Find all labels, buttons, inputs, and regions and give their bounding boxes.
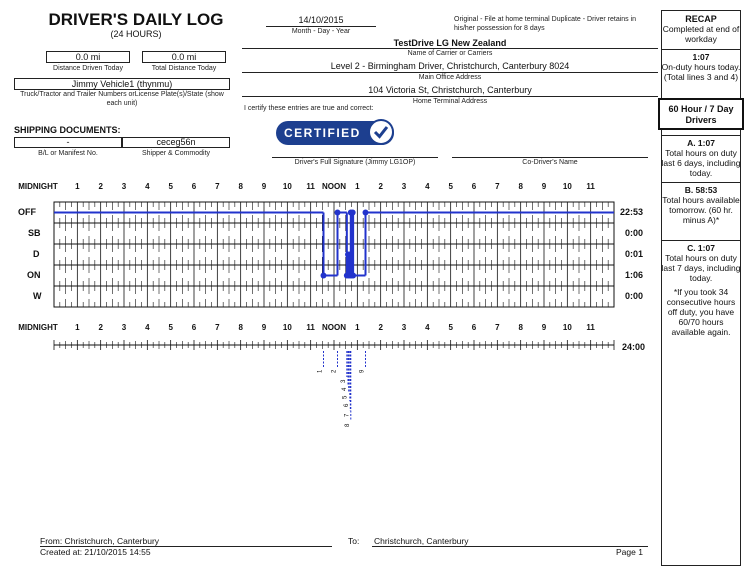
vehicle-label: Truck/Tractor and Trailer Numbers orLicense Plate(s)/State (show each unit) <box>20 91 224 107</box>
distance-today-value: 0.0 mi <box>46 51 130 63</box>
shipper-label: Shipper & Commodity <box>141 150 211 157</box>
hour-label-bottom: NOON <box>322 323 346 332</box>
certify-text: I certify these entries are true and correct: <box>244 105 374 112</box>
total-on: 1:06 <box>625 270 644 280</box>
footer-to-label: To: <box>348 536 360 546</box>
hour-label-top: 4 <box>425 182 430 191</box>
hour-label-bottom: 11 <box>306 323 315 332</box>
footer-created: Created at: 21/10/2015 14:55 <box>40 547 151 557</box>
distance-today-label: Distance Driven Today <box>53 65 123 72</box>
shipper-value: ceceg56n <box>122 137 230 148</box>
hour-label-bottom: 10 <box>282 323 292 332</box>
hour-label-top: 1 <box>355 182 360 191</box>
hour-label-top: 11 <box>306 182 315 191</box>
duty-point <box>321 273 327 279</box>
hour-label-top: 2 <box>378 182 383 191</box>
hour-label-bottom: 1 <box>355 323 360 332</box>
recap-c-text: Total hours on duty last 7 days, including today. <box>661 253 741 283</box>
remark-number: 5 <box>342 395 349 399</box>
recap-note: *If you took 34 consecutive hours off duty, you have 60/70 hours available again. <box>666 287 736 337</box>
hour-label-bottom: 11 <box>586 323 595 332</box>
recap-a-text: Total hours on duty last 6 days, including today. <box>661 148 741 178</box>
recap-c-label: C. 1:07 <box>687 243 715 253</box>
hour-label-top: MIDNIGHT <box>18 182 58 191</box>
hour-label-top: 10 <box>282 182 292 191</box>
codriver-label: Co-Driver's Name <box>522 159 578 166</box>
total-w: 0:00 <box>625 291 644 301</box>
home-terminal-address: 104 Victoria St, Christchurch, Canterbury <box>368 85 532 95</box>
hour-label-bottom: MIDNIGHT <box>18 323 58 332</box>
remark-number: 7 <box>344 413 351 417</box>
shipping-title: SHIPPING DOCUMENTS: <box>14 125 121 135</box>
date-label: Month - Day - Year <box>291 28 351 35</box>
hour-label-bottom: 10 <box>562 323 572 332</box>
row-label-sb: SB <box>28 228 41 238</box>
hour-label-top: 6 <box>471 182 477 191</box>
hour-label-bottom: 2 <box>378 323 383 332</box>
carrier-name: TestDrive LG New Zealand <box>393 38 507 48</box>
vehicle-value: Jimmy Vehicle1 (thynmu) <box>14 78 230 90</box>
recap-b-text: Total hours available tomorrow. (60 hr. minus A)* <box>662 195 740 225</box>
recap-b-label: B. 58:53 <box>684 185 718 195</box>
row-label-off: OFF <box>18 207 36 217</box>
hour-label-top: 7 <box>495 182 500 191</box>
hour-label-bottom: 2 <box>98 323 103 332</box>
hour-label-top: 10 <box>562 182 572 191</box>
hour-label-top: 3 <box>401 182 407 191</box>
carrier-name-label: Name of Carrier or Carriers <box>407 50 493 57</box>
recap-section-box <box>658 98 744 130</box>
hour-label-top: 5 <box>168 182 173 191</box>
main-office-label: Main Office Address <box>418 74 482 81</box>
hour-label-top: 2 <box>98 182 103 191</box>
footer-from: From: Christchurch, Canterbury <box>40 536 160 546</box>
hour-label-bottom: 4 <box>145 323 150 332</box>
duty-point <box>363 210 369 216</box>
hour-label-bottom: 4 <box>425 323 430 332</box>
log-subtitle: (24 HOURS) <box>110 29 162 39</box>
row-label-d: D <box>33 249 40 259</box>
duty-point <box>335 210 341 216</box>
bl-label: B/L or Manifest No. <box>38 150 98 157</box>
hour-label-top: 8 <box>238 182 243 191</box>
hour-label-top: 9 <box>541 182 547 191</box>
hour-label-bottom: 5 <box>448 323 453 332</box>
remark-number: 3 <box>340 379 347 383</box>
recap-completed: Completed at end of workday <box>662 24 740 44</box>
hour-label-bottom: 1 <box>75 323 80 332</box>
recap-line1-value: 1:07 <box>692 52 710 62</box>
recap-section-title: 60 Hour / 7 Day Drivers <box>668 104 734 125</box>
main-office-address: Level 2 - Birmingham Driver, Christchurch, Canterbury 8024 <box>330 61 570 71</box>
home-terminal-label: Home Terminal Address <box>412 98 488 105</box>
hour-label-bottom: 9 <box>541 323 547 332</box>
total-off: 22:53 <box>620 207 644 217</box>
hour-label-bottom: 7 <box>495 323 500 332</box>
remark-number: 9 <box>359 369 366 373</box>
hour-label-bottom: 5 <box>168 323 173 332</box>
hour-label-bottom: 7 <box>215 323 220 332</box>
remark-number: 4 <box>342 387 348 391</box>
hour-label-top: 11 <box>586 182 595 191</box>
total-remarks: 24:00 <box>622 342 646 352</box>
row-label-on: ON <box>27 270 41 280</box>
hour-label-bottom: 6 <box>191 323 197 332</box>
footer-to-value: Christchurch, Canterbury <box>374 536 469 546</box>
hour-label-top: 7 <box>215 182 220 191</box>
hour-label-bottom: 9 <box>261 323 267 332</box>
remark-number: 2 <box>331 369 338 373</box>
remark-number: 8 <box>344 423 351 427</box>
recap-title: RECAP <box>685 14 717 24</box>
hour-label-bottom: 3 <box>401 323 407 332</box>
bl-value: - <box>14 137 122 148</box>
hour-label-bottom: 8 <box>518 323 523 332</box>
distance-total-label: Total Distance Today <box>151 65 217 72</box>
log-date: 14/10/2015 <box>298 15 344 25</box>
recap-line1-text: On-duty hours today. (Total lines 3 and 4) <box>661 62 741 82</box>
total-d: 0:01 <box>625 249 644 259</box>
remark-number: 6 <box>343 403 350 407</box>
row-label-w: W <box>33 291 42 301</box>
total-sb: 0:00 <box>625 228 644 238</box>
certified-badge-text: CERTIFIED <box>284 126 361 140</box>
hour-label-bottom: 6 <box>471 323 477 332</box>
signature-label: Driver's Full Signature (Jimmy LG1OP) <box>294 159 416 166</box>
duty-point <box>350 273 356 279</box>
hour-label-top: 6 <box>191 182 197 191</box>
hour-label-top: 1 <box>75 182 80 191</box>
original-note: Original - File at home terminal Duplicate - Driver retains in his/her possession for 8 days <box>454 16 637 32</box>
log-title: DRIVER'S DAILY LOG <box>48 10 224 29</box>
footer-page: Page 1 <box>616 547 643 557</box>
hour-label-top: 8 <box>518 182 523 191</box>
recap-a-label: A. 1:07 <box>687 138 715 148</box>
hour-label-top: 5 <box>448 182 453 191</box>
remark-number: 1 <box>317 369 324 373</box>
distance-total-value: 0.0 mi <box>142 51 226 63</box>
hour-label-top: NOON <box>322 182 346 191</box>
hour-label-bottom: 8 <box>238 323 243 332</box>
hour-label-top: 9 <box>261 182 267 191</box>
hour-label-bottom: 3 <box>121 323 127 332</box>
hour-label-top: 4 <box>145 182 150 191</box>
hour-label-top: 3 <box>121 182 127 191</box>
